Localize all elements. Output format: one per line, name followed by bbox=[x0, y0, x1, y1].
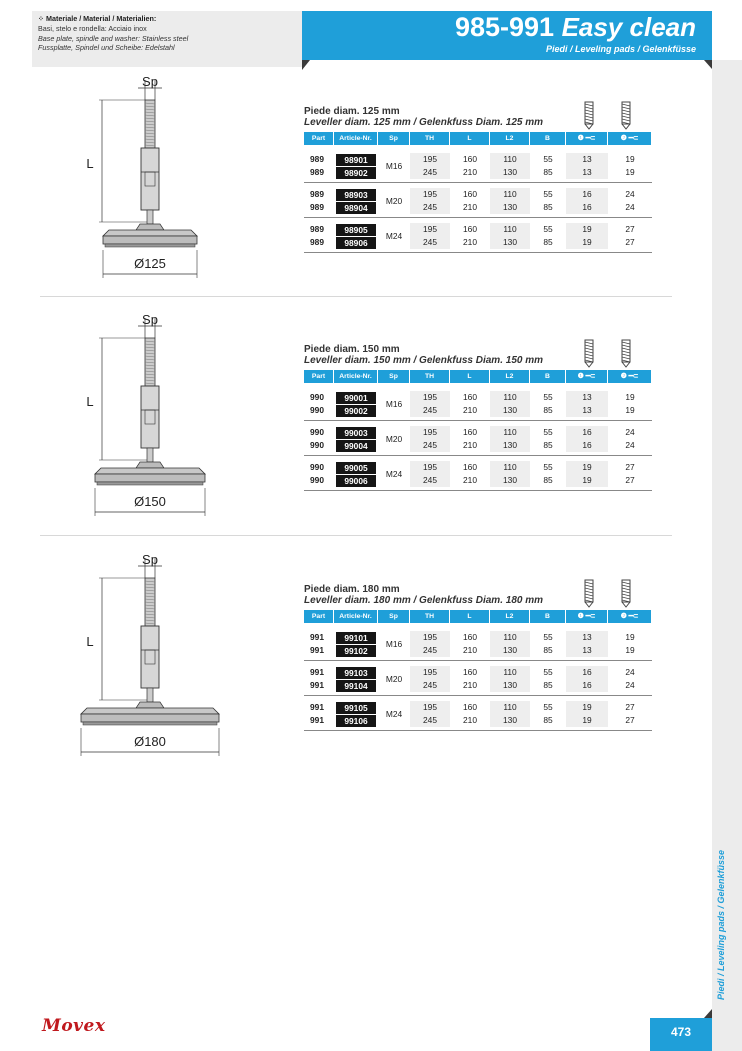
table-group bbox=[304, 666, 652, 696]
wrench-icon: ━⊂ bbox=[583, 135, 596, 142]
table-cell: 19 bbox=[625, 405, 635, 415]
article-number: 99001 bbox=[336, 392, 376, 404]
table-cell: 27 bbox=[625, 237, 635, 247]
article-number: 99105 bbox=[336, 702, 376, 714]
table-header bbox=[304, 132, 652, 145]
table-group bbox=[304, 188, 652, 218]
table-cell: 990 bbox=[310, 427, 324, 437]
wrench-size-header: ❷ ━⊂ bbox=[608, 132, 652, 145]
table-cell: 160 bbox=[463, 462, 477, 472]
table-cell: 989 bbox=[310, 224, 324, 234]
article-number: 99103 bbox=[336, 667, 376, 679]
table-cell: 110 bbox=[503, 632, 517, 642]
table-group bbox=[304, 153, 652, 183]
table-cell: 24 bbox=[625, 189, 635, 199]
bolt-icon bbox=[582, 578, 596, 608]
thread-size: M24 bbox=[385, 231, 403, 241]
wrench-size-header: ❶ ━⊂ bbox=[566, 132, 608, 145]
table-cell: 16 bbox=[582, 667, 592, 677]
table-cell: 55 bbox=[543, 702, 553, 712]
article-number: 99002 bbox=[336, 405, 376, 417]
table-cell: 210 bbox=[463, 715, 477, 725]
table-cell: 85 bbox=[543, 645, 553, 655]
table-cell: 19 bbox=[582, 702, 592, 712]
table-cell: 991 bbox=[310, 680, 324, 690]
brand-logo: Movex bbox=[42, 1016, 106, 1036]
table-cell: 19 bbox=[582, 224, 592, 234]
article-number: 99006 bbox=[336, 475, 376, 487]
table-cell: 245 bbox=[423, 405, 437, 415]
table-cell: 160 bbox=[463, 632, 477, 642]
table-cell: 990 bbox=[310, 440, 324, 450]
table-cell: 85 bbox=[543, 475, 553, 485]
material-icon: ⁘ bbox=[38, 14, 47, 23]
column-header: L2 bbox=[490, 610, 530, 623]
bolt-icon bbox=[619, 338, 633, 368]
table-cell: 110 bbox=[503, 154, 517, 164]
table-cell: 990 bbox=[310, 475, 324, 485]
article-number: 99102 bbox=[336, 645, 376, 657]
table-cell: 130 bbox=[503, 475, 517, 485]
table-cell: 991 bbox=[310, 715, 324, 725]
table-cell: 989 bbox=[310, 237, 324, 247]
table-cell: 210 bbox=[463, 167, 477, 177]
column-header: TH bbox=[410, 610, 450, 623]
wrench-icon: ━⊂ bbox=[626, 135, 639, 142]
table-cell: 55 bbox=[543, 189, 553, 199]
table-cell: 24 bbox=[625, 202, 635, 212]
column-header: L bbox=[450, 370, 490, 383]
table-cell: 130 bbox=[503, 237, 517, 247]
table-cell: 13 bbox=[582, 167, 592, 177]
table-cell: 110 bbox=[503, 702, 517, 712]
table-cell: 85 bbox=[543, 167, 553, 177]
table-cell: 990 bbox=[310, 405, 324, 415]
column-header: Sp bbox=[378, 610, 410, 623]
column-header: L bbox=[450, 132, 490, 145]
table-cell: 245 bbox=[423, 680, 437, 690]
spec-table bbox=[304, 344, 652, 491]
column-header: L bbox=[450, 610, 490, 623]
table-cell: 989 bbox=[310, 189, 324, 199]
column-header: L2 bbox=[490, 132, 530, 145]
article-number: 98904 bbox=[336, 202, 376, 214]
column-header: Part bbox=[304, 370, 334, 383]
table-cell: 130 bbox=[503, 680, 517, 690]
table-cell: 160 bbox=[463, 154, 477, 164]
table-cell: 195 bbox=[423, 427, 437, 437]
table-cell: 19 bbox=[582, 475, 592, 485]
diameter-label: Ø180 bbox=[134, 734, 166, 749]
table-group bbox=[304, 223, 652, 253]
column-header: Sp bbox=[378, 132, 410, 145]
table-cell: 195 bbox=[423, 462, 437, 472]
table-subtitle: Leveller diam. 125 mm / Gelenkfuss Diam. 125 mm bbox=[304, 117, 544, 128]
wrench-icon: ━⊂ bbox=[583, 613, 596, 620]
table-cell: 13 bbox=[582, 645, 592, 655]
article-number: 99004 bbox=[336, 440, 376, 452]
table-cell: 130 bbox=[503, 167, 517, 177]
table-header bbox=[304, 610, 652, 623]
column-header: Article-Nr. bbox=[334, 132, 378, 145]
table-cell: 13 bbox=[582, 632, 592, 642]
table-cell: 16 bbox=[582, 189, 592, 199]
material-it: Basi, stelo e rondella: Acciaio inox bbox=[38, 23, 147, 33]
table-cell: 130 bbox=[503, 202, 517, 212]
table-cell: 990 bbox=[310, 462, 324, 472]
table-cell: 245 bbox=[423, 237, 437, 247]
table-cell: 195 bbox=[423, 702, 437, 712]
wrench-size-header: ❷ ━⊂ bbox=[608, 610, 652, 623]
table-cell: 19 bbox=[582, 237, 592, 247]
table-cell: 160 bbox=[463, 667, 477, 677]
table-cell: 210 bbox=[463, 237, 477, 247]
product-section bbox=[0, 310, 742, 530]
column-header: Article-Nr. bbox=[334, 370, 378, 383]
table-cell: 110 bbox=[503, 427, 517, 437]
table-cell: 55 bbox=[543, 392, 553, 402]
material-info bbox=[38, 14, 188, 53]
sp-label: Sp bbox=[142, 74, 158, 89]
product-section bbox=[0, 72, 742, 292]
article-number: 99005 bbox=[336, 462, 376, 474]
table-cell: 85 bbox=[543, 440, 553, 450]
table-cell: 24 bbox=[625, 440, 635, 450]
article-number: 99106 bbox=[336, 715, 376, 727]
column-header: B bbox=[530, 370, 566, 383]
table-group bbox=[304, 631, 652, 661]
article-number: 98902 bbox=[336, 167, 376, 179]
table-cell: 27 bbox=[625, 224, 635, 234]
thread-size: M24 bbox=[385, 709, 403, 719]
page-number: 473 bbox=[670, 1025, 692, 1039]
bolt-icon bbox=[582, 100, 596, 130]
table-cell: 210 bbox=[463, 440, 477, 450]
thread-size: M20 bbox=[385, 196, 403, 206]
article-number: 98903 bbox=[336, 189, 376, 201]
article-number: 99003 bbox=[336, 427, 376, 439]
thread-size: M24 bbox=[385, 469, 403, 479]
product-name: Easy clean bbox=[561, 12, 696, 42]
table-cell: 195 bbox=[423, 154, 437, 164]
table-cell: 195 bbox=[423, 392, 437, 402]
column-header: Part bbox=[304, 610, 334, 623]
spec-table bbox=[304, 584, 652, 731]
material-en: Base plate, spindle and washer: Stainless steel bbox=[38, 33, 189, 43]
diameter-label: Ø150 bbox=[134, 494, 166, 509]
l-label: L bbox=[86, 394, 94, 409]
bolt-icons bbox=[582, 578, 633, 608]
article-number: 98906 bbox=[336, 237, 376, 249]
wrench-size-header: ❷ ━⊂ bbox=[608, 370, 652, 383]
table-cell: 210 bbox=[463, 202, 477, 212]
bolt-icon bbox=[619, 578, 633, 608]
table-cell: 55 bbox=[543, 427, 553, 437]
table-cell: 991 bbox=[310, 702, 324, 712]
table-cell: 110 bbox=[503, 189, 517, 199]
table-cell: 195 bbox=[423, 667, 437, 677]
sp-label: Sp bbox=[142, 552, 158, 567]
leveler-drawing bbox=[0, 72, 290, 287]
corner-decoration bbox=[704, 1009, 712, 1018]
table-cell: 160 bbox=[463, 189, 477, 199]
table-cell: 989 bbox=[310, 202, 324, 212]
column-header: Sp bbox=[378, 370, 410, 383]
bolt-icon bbox=[582, 338, 596, 368]
leveler-drawing bbox=[0, 310, 290, 525]
table-cell: 16 bbox=[582, 427, 592, 437]
wrench-size-header: ❶ ━⊂ bbox=[566, 610, 608, 623]
table-cell: 991 bbox=[310, 667, 324, 677]
bolt-icons bbox=[582, 338, 633, 368]
table-cell: 991 bbox=[310, 632, 324, 642]
table-cell: 16 bbox=[582, 202, 592, 212]
column-header: TH bbox=[410, 132, 450, 145]
column-header: B bbox=[530, 132, 566, 145]
table-cell: 19 bbox=[625, 392, 635, 402]
table-group bbox=[304, 701, 652, 731]
table-cell: 245 bbox=[423, 645, 437, 655]
table-cell: 160 bbox=[463, 427, 477, 437]
table-cell: 16 bbox=[582, 680, 592, 690]
wrench-icon: ━⊂ bbox=[626, 373, 639, 380]
table-cell: 245 bbox=[423, 440, 437, 450]
wrench-icon: ━⊂ bbox=[626, 613, 639, 620]
article-number: 98901 bbox=[336, 154, 376, 166]
table-cell: 85 bbox=[543, 680, 553, 690]
table-cell: 27 bbox=[625, 462, 635, 472]
table-cell: 110 bbox=[503, 392, 517, 402]
thread-size: M20 bbox=[385, 434, 403, 444]
table-cell: 27 bbox=[625, 702, 635, 712]
table-cell: 195 bbox=[423, 189, 437, 199]
table-subtitle: Leveller diam. 150 mm / Gelenkfuss Diam. 150 mm bbox=[304, 355, 544, 366]
table-subtitle: Leveller diam. 180 mm / Gelenkfuss Diam. 180 mm bbox=[304, 595, 544, 606]
product-section bbox=[0, 550, 742, 770]
spec-table bbox=[304, 106, 652, 253]
column-header: TH bbox=[410, 370, 450, 383]
column-header: Part bbox=[304, 132, 334, 145]
article-number: 98905 bbox=[336, 224, 376, 236]
table-cell: 160 bbox=[463, 224, 477, 234]
diameter-label: Ø125 bbox=[134, 256, 166, 271]
table-cell: 989 bbox=[310, 167, 324, 177]
section-divider bbox=[40, 535, 672, 536]
table-cell: 210 bbox=[463, 645, 477, 655]
table-cell: 110 bbox=[503, 462, 517, 472]
table-cell: 110 bbox=[503, 224, 517, 234]
section-divider bbox=[40, 296, 672, 297]
thread-size: M16 bbox=[385, 161, 403, 171]
table-cell: 85 bbox=[543, 237, 553, 247]
table-cell: 13 bbox=[582, 392, 592, 402]
corner-decoration bbox=[302, 60, 310, 70]
table-cell: 55 bbox=[543, 154, 553, 164]
table-group bbox=[304, 461, 652, 491]
table-cell: 245 bbox=[423, 202, 437, 212]
table-cell: 130 bbox=[503, 405, 517, 415]
table-header bbox=[304, 370, 652, 383]
leveler-drawing bbox=[0, 550, 290, 765]
table-cell: 210 bbox=[463, 405, 477, 415]
table-cell: 991 bbox=[310, 645, 324, 655]
sp-label: Sp bbox=[142, 312, 158, 327]
table-cell: 195 bbox=[423, 632, 437, 642]
table-cell: 55 bbox=[543, 667, 553, 677]
table-group bbox=[304, 391, 652, 421]
page-subtitle: Piedi / Leveling pads / Gelenkfüsse bbox=[545, 44, 696, 54]
table-cell: 245 bbox=[423, 715, 437, 725]
table-cell: 160 bbox=[463, 702, 477, 712]
table-cell: 85 bbox=[543, 405, 553, 415]
material-de: Fussplatte, Spindel und Scheibe: Edelstahl bbox=[38, 43, 175, 53]
column-header: B bbox=[530, 610, 566, 623]
table-cell: 19 bbox=[582, 715, 592, 725]
table-cell: 13 bbox=[582, 405, 592, 415]
table-cell: 130 bbox=[503, 645, 517, 655]
wrench-size-header: ❶ ━⊂ bbox=[566, 370, 608, 383]
table-cell: 210 bbox=[463, 680, 477, 690]
l-label: L bbox=[86, 156, 94, 171]
code-range: 985-991 bbox=[454, 12, 555, 42]
bolt-icon bbox=[619, 100, 633, 130]
thread-size: M16 bbox=[385, 639, 403, 649]
table-cell: 130 bbox=[503, 715, 517, 725]
article-number: 99101 bbox=[336, 632, 376, 644]
column-header: Article-Nr. bbox=[334, 610, 378, 623]
material-title: Materiale / Material / Materialien: bbox=[46, 14, 157, 23]
table-cell: 24 bbox=[625, 427, 635, 437]
table-cell: 210 bbox=[463, 475, 477, 485]
table-cell: 55 bbox=[543, 224, 553, 234]
table-cell: 160 bbox=[463, 392, 477, 402]
table-cell: 85 bbox=[543, 715, 553, 725]
thread-size: M20 bbox=[385, 674, 403, 684]
table-cell: 19 bbox=[582, 462, 592, 472]
table-title: Piede diam. 180 mm bbox=[304, 584, 400, 595]
table-cell: 245 bbox=[423, 167, 437, 177]
article-number: 99104 bbox=[336, 680, 376, 692]
bolt-icons bbox=[582, 100, 633, 130]
table-cell: 110 bbox=[503, 667, 517, 677]
wrench-icon: ━⊂ bbox=[583, 373, 596, 380]
table-cell: 989 bbox=[310, 154, 324, 164]
table-group bbox=[304, 426, 652, 456]
table-title: Piede diam. 125 mm bbox=[304, 106, 400, 117]
table-cell: 19 bbox=[625, 154, 635, 164]
page-title bbox=[455, 12, 696, 43]
table-cell: 24 bbox=[625, 667, 635, 677]
column-header: L2 bbox=[490, 370, 530, 383]
table-cell: 19 bbox=[625, 645, 635, 655]
table-cell: 990 bbox=[310, 392, 324, 402]
corner-decoration bbox=[704, 60, 712, 69]
table-cell: 16 bbox=[582, 440, 592, 450]
table-cell: 195 bbox=[423, 224, 437, 234]
thread-size: M16 bbox=[385, 399, 403, 409]
table-cell: 55 bbox=[543, 632, 553, 642]
table-cell: 24 bbox=[625, 680, 635, 690]
table-cell: 27 bbox=[625, 715, 635, 725]
l-label: L bbox=[86, 634, 94, 649]
table-cell: 85 bbox=[543, 202, 553, 212]
table-cell: 130 bbox=[503, 440, 517, 450]
table-cell: 245 bbox=[423, 475, 437, 485]
table-cell: 27 bbox=[625, 475, 635, 485]
table-cell: 19 bbox=[625, 167, 635, 177]
table-cell: 19 bbox=[625, 632, 635, 642]
table-cell: 55 bbox=[543, 462, 553, 472]
side-bar-text: Piedi / Leveling pads / Gelenkfüsse bbox=[716, 849, 726, 1000]
table-cell: 13 bbox=[582, 154, 592, 164]
table-title: Piede diam. 150 mm bbox=[304, 344, 400, 355]
